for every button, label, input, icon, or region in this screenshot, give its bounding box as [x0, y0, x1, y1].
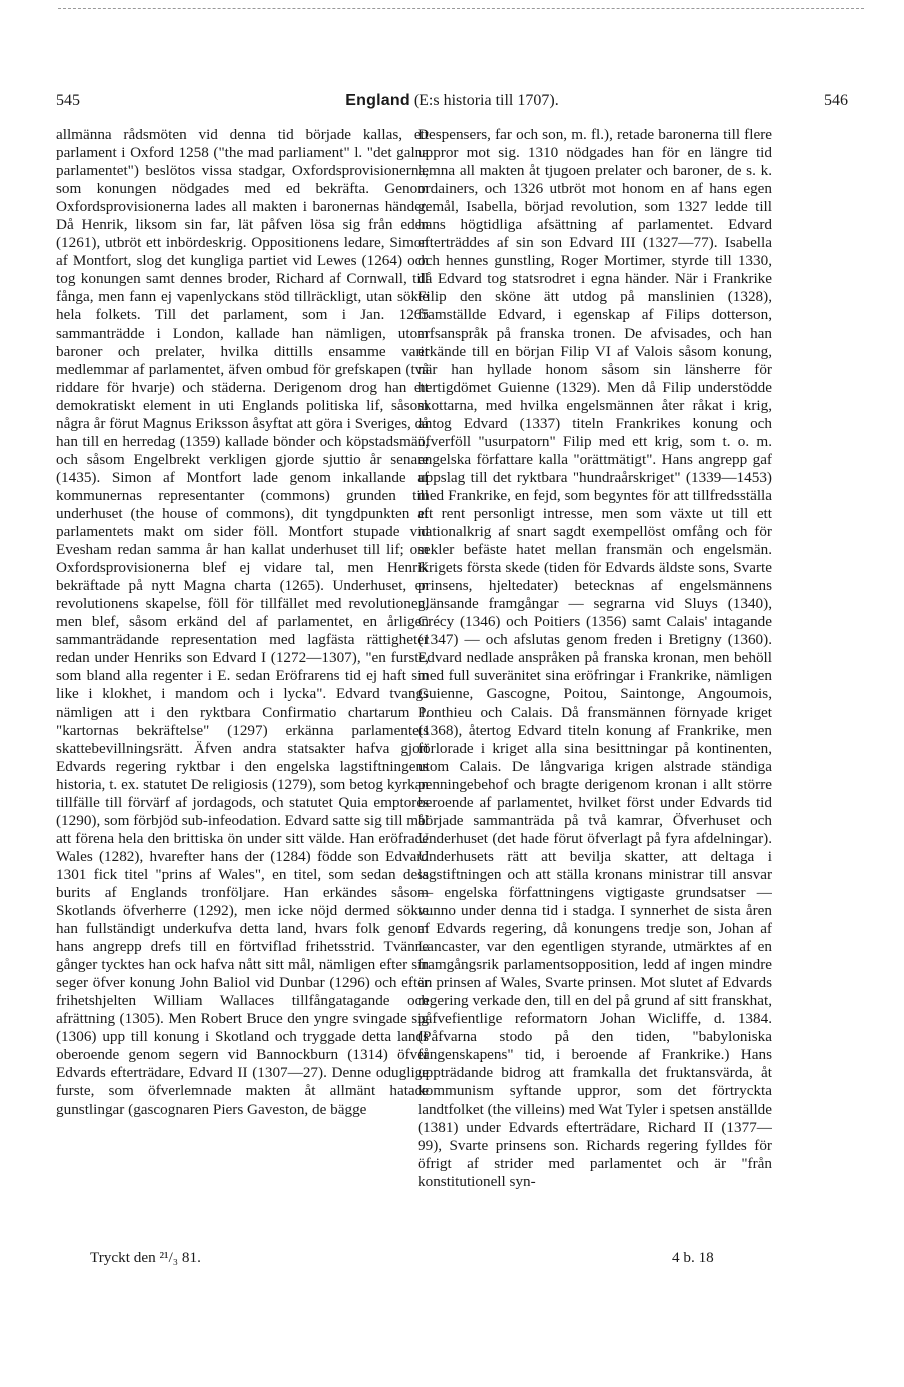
- footer-signature: 4 b. 18: [672, 1249, 714, 1266]
- column-right-text: Despensers, far och son, m. fl.), retade baronerna till flere uppror mot sig. 1310 nödgades han för en längre tid lemna all makten åt tjugoen prelater och baroner, de s. k. ordainers, och 1326 utbröt mot honom en af hans egen gemål, Isabella, börjad revolution, som 1327 ledde till hans högtidliga afsättning af parlamentet. Edvard efterträddes af sin son Edvard III (1327—77). Isabella och hennes gunstling, Roger Mortimer, styrde till 1330, då Edvard tog statsrodret i egna händer. När i Frankrike Filip den sköne ätt utdog på manslinien (1328), framställde Edvard, i egenskap af Filips dotterson, arfsanspråk på franska tronen. De afvisades, och han erkände till en början Filip VI af Valois såsom konung, när han hyllade honom såsom sin länsherre för hertigdömet Guienne (1329). Men då Filip understödde skottarna, med hvilka engelsmännen åter råkat i krig, antog Edvard (1337) titeln Frankrikes konung och öfverföll "usurpatorn" Filip med ett krig, som t. o. m. engelska författare kalla "orättmätigt". Hans angrepp gaf uppslag till det ryktbara "hundraårskriget" (1339—1453) med Frankrike, en fejd, som begyntes för att tillfredsställa ett rent personligt intresse, men som växte ut till ett nationalkrig af snart sagdt exempellöst omfång och för sekler befäste hatet mellan fransmän och engelsmän. Krigets första skede (tiden för Edvards äldste sons, Svarte prinsens, hjeltedater) betecknas af engelsmännens glänsande framgångar — segrarna vid Sluys (1340), Crécy (1346) och Poitiers (1356) samt Calais' intagande (1347) — och afslutas genom freden i Bretigny (1360). Edvard nedlade anspråken på franska kronan, men behöll med full suveränitet sina eröfringar i Frankrike, nämligen Guienne, Gascogne, Poitou, Saintonge, Angoumois, Ponthieu och Calais. Då fransmännen förnyade kriget (1368), återtog Edvard titeln konung af Frankrike, men förlorade i kriget alla sina besittningar på kontinenten, utom Calais. De långvariga krigen alstrade ständiga penningebehof och bragte derigenom kronan i allt större beroende af parlamentet, hvilket först under Edvards tid började sammanträda på två kamrar, Öfverhuset och Underhuset (det hade förut öfverlagt på fyra afdelningar). Underhusets rätt att bevilja skatter, att deltaga i lagstiftningen och att ställa kronans ministrar till ansvar — engelska författningens vigtigaste grundsatser — vunno under denna tid i stadga. I synnerhet de sista åren af Edvards regering, då konungens tredje son, Johan af Lancaster, var den egentligen styrande, utmärktes af en framgångsrik parlamentsopposition, ledd af ingen mindre än prinsen af Wales, Svarte prinsen. Mot slutet af Edvards regering verkade den, till en del på grund af sitt franskhat, påfvefientlige reformatorn Johan Wicliffe, d. 1384. (Påfvarna stodo på den tiden, "babyloniska fångenskapens" tid, i beroende af Frankrike.) Hans uppträdande bidrog att framkalla det fruktansvärda, åt kommunism syftande uppror, som det förtryckta landtfolket (the villeins) med Wat Tyler i spetsen anställde (1381) under Edvards efterträdare, Richard II (1377—99), Svarte prinsens son. Richards regering fylldes för öfrigt af strider med parlamentet och är "från konstitutionell syn-: [418, 126, 772, 1190]
- top-rule: [58, 8, 864, 9]
- footer-printed: Tryckt den ²¹/₃ 81.: [90, 1249, 201, 1266]
- column-left: [56, 126, 429, 1251]
- running-title-rest: (E:s historia till 1707).: [413, 92, 559, 109]
- column-left-text: allmänna rådsmöten vid denna tid började kallas, ett parlament i Oxford 1258 ("the mad parliament" l. "det galna parlamentet") beslötos vissa stadgar, Oxfordsprovisionerna, som konungen nödgades med ed bekräfta. Genom Oxfordsprovisionerna lades all makten i baronernas händer. Då Henrik, liksom sin far, lät påfven lösa sig från eden (1261), utbröt ett inbördeskrig. Oppositionens ledare, Simon af Montfort, slog det kungliga partiet vid Lewes (1264) och tog konungen samt dennes broder, Richard af Cornwall, till fånga, men fann ej vapenlyckans stöd tillräckligt, utan sökte hela folkets. Till det parlament, som i Jan. 1265 sammanträdde i London, kallade han nämligen, utom baroner och prelater, hvilka dittills ensamme varit medlemmar af parlamentet, äfven ombud för grefskapen (två riddare för hvarje) och städerna. Derigenom drog han ett demokratiskt element in uti Englands politiska lif, såsom några år förut Magnus Eriksson åsyftat att göra i Sveriges, då han till en herredag (1359) kallade bönder och köpstadsmän, och såsom Engelbrekt verkligen gjorde sjuttio år senare (1435). Simon af Montfort lade genom inkallande af kommunernas representanter (commons) grunden till underhuset (the house of commons), dit tyngdpunkten af parlamentets makt om sider föll. Montfort stupade vid Evesham redan samma år han kallat underhuset till lif; om Oxfordsprovisionerna blef ej vidare tal, men Henrik bekräftade på nytt Magna charta (1265). Underhuset, en revolutionens skapelse, föll för tillfället med revolutionen, men blef, såsom erkänd del af parlamentet, en årligen sammanträdande representation med lagfästa rättigheter redan under Henriks son Edvard I (1272—1307), "en furste, som bland alla regenter i E. sedan Eröfrarens tid ej haft sin like i klokhet, i mandom och i lycka". Edvard tvangs nämligen att i den ryktbara Confirmatio chartarum l. "kartornas bekräftelse" (1297) erkänna parlamentets skattebevillningsrätt. Äfven andra statsakter hafva gjort Edvards regering ryktbar i den engelska lagstiftningens historia, t. ex. statutet De religiosis (1279), som betog kyrkan tillfälle till förvärf af jordagods, och statutet Quia emptores (1290), som förbjöd sub-infeodation. Edvard satte sig till mål att förena hela den brittiska ön under sitt välde. Han eröfrade Wales (1282), hvarefter hans der (1284) födde son Edvard 1301 fick titel "prins af Wales", en titel, som sedan dess burits af Englands tronföljare. Han erkändes såsom Skotlands öfverherre (1292), men icke nöjd dermed sökte han fullständigt underkufva detta land, hvars folk genom hans angrepp drefs till en förtviflad frihetsstrid. Tvänne gånger tycktes han ock hafva nått sitt mål, nämligen efter sin seger öfver konung John Baliol vid Dunbar (1296) och efter frihetshjelten William Wallaces tillfångatagande och afrättning (1305). Men Robert Bruce den yngre svingade sig (1306) upp till konung i Skotland och tryggade detta lands oberoende genom segern vid Bannockburn (1314) öfver Edvards efterträdare, Edvard II (1307—27). Denne oduglige furste, som öfverlemnade makten åt allmänt hatade gunstlingar (gascognaren Piers Gaveston, de bägge: [56, 126, 429, 1118]
- page-number-right: 546: [824, 92, 848, 109]
- running-title-bold: England: [345, 92, 410, 109]
- page-number-left: 545: [56, 92, 80, 109]
- column-right: [418, 126, 772, 1251]
- page-header: [56, 92, 848, 116]
- running-title: [56, 92, 848, 110]
